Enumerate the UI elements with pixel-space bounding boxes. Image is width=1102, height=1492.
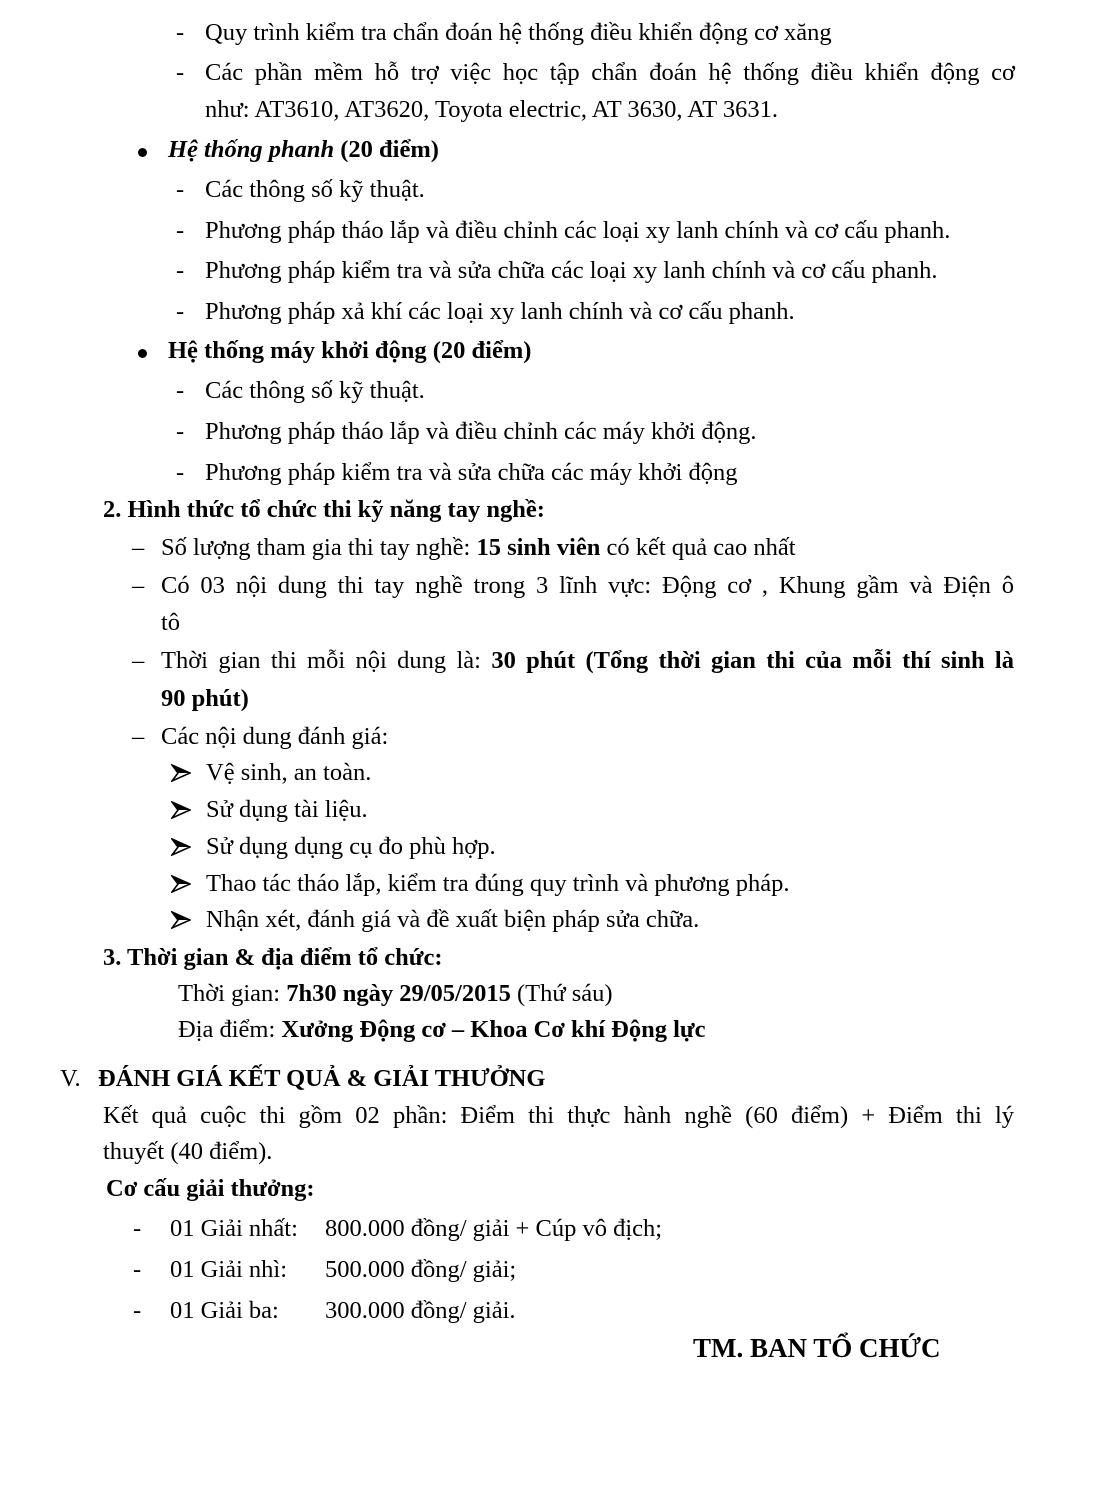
participants-suffix: có kết quả cao nhất <box>600 534 796 561</box>
brake-item: Phương pháp tháo lắp và điều chỉnh các loại xy lanh chính và cơ cấu phanh. <box>205 217 951 244</box>
participants-count: 15 sinh viên <box>476 534 601 561</box>
starter-item: Phương pháp tháo lắp và điều chỉnh các máy khởi động. <box>205 418 757 445</box>
duration-value: 30 phút (Tổng thời gian thi của mỗi thí sinh là <box>491 647 1014 674</box>
brake-item: Phương pháp xả khí các loại xy lanh chính và cơ cấu phanh. <box>205 298 795 325</box>
engine-item: Quy trình kiểm tra chẩn đoán hệ thống điều khiển động cơ xăng <box>205 19 832 46</box>
brake-points: (20 điểm) <box>340 136 439 163</box>
content-line: Có 03 nội dung thi tay nghề trong 3 lĩnh vực: Động cơ , Khung gầm và Điện ô <box>161 572 1014 599</box>
arrow-bullet-icon <box>171 875 191 893</box>
list-dash: – <box>132 534 145 561</box>
participants-line <box>161 533 796 563</box>
prize-amount: 800.000 đồng/ giải + Cúp vô địch; <box>325 1215 663 1242</box>
section-v-heading: ĐÁNH GIÁ KẾT QUẢ & GIẢI THƯỞNG <box>98 1065 546 1092</box>
list-hyphen: - <box>176 418 185 445</box>
brake-heading <box>168 135 439 165</box>
event-place <box>178 1015 705 1045</box>
arrow-bullet-icon <box>171 838 191 856</box>
brake-item: Phương pháp kiểm tra và sửa chữa các loại xy lanh chính và cơ cấu phanh. <box>205 257 938 284</box>
prize-amount: 300.000 đồng/ giải. <box>325 1297 516 1324</box>
prize-name: 01 Giải nhì: <box>170 1256 288 1283</box>
list-dash: – <box>132 572 145 599</box>
duration-prefix: Thời gian thi mỗi nội dung là: <box>161 647 492 674</box>
list-hyphen: - <box>176 377 185 404</box>
list-hyphen: - <box>176 298 185 325</box>
engine-item-continued: như: AT3610, AT3620, Toyota electric, AT 3630, AT 3631. <box>205 96 779 123</box>
list-hyphen: - <box>176 176 185 203</box>
engine-item: Các phần mềm hỗ trợ việc học tập chẩn đoán hệ thống điều khiển động cơ <box>205 59 1015 86</box>
duration-line <box>161 646 1014 676</box>
criteria-item: Vệ sinh, an toàn. <box>206 759 372 786</box>
section-v-numeral: V. <box>60 1065 81 1092</box>
prize-amount: 500.000 đồng/ giải; <box>325 1256 517 1283</box>
starter-item: Phương pháp kiểm tra và sửa chữa các máy khởi động <box>205 459 738 486</box>
participants-prefix: Số lượng tham gia thi tay nghề: <box>161 534 477 561</box>
list-hyphen: - <box>133 1297 142 1324</box>
starter-heading: Hệ thống máy khởi động (20 điểm) <box>168 337 532 364</box>
time-value: 7h30 ngày 29/05/2015 <box>286 980 511 1007</box>
criteria-item: Nhận xét, đánh giá và đề xuất biện pháp sửa chữa. <box>206 906 700 933</box>
section-3-heading: 3. Thời gian & địa điểm tổ chức: <box>103 944 443 971</box>
time-label: Thời gian: <box>178 980 287 1007</box>
prize-name: 01 Giải ba: <box>170 1297 279 1324</box>
list-dash: – <box>132 647 145 674</box>
brake-item: Các thông số kỹ thuật. <box>205 176 425 203</box>
arrow-bullet-icon <box>171 764 191 782</box>
criteria-item: Thao tác tháo lắp, kiểm tra đúng quy trình và phương pháp. <box>206 870 790 897</box>
section-2-heading: 2. Hình thức tổ chức thi kỹ năng tay nghề: <box>103 496 545 523</box>
list-hyphen: - <box>133 1215 142 1242</box>
place-label: Địa điểm: <box>178 1016 282 1043</box>
result-description-continued: thuyết (40 điểm). <box>103 1138 273 1165</box>
arrow-bullet-icon <box>171 911 191 929</box>
arrow-bullet-icon <box>171 801 191 819</box>
list-hyphen: - <box>176 59 185 86</box>
signature-title: TM. BAN TỔ CHỨC <box>693 1333 941 1363</box>
list-hyphen: - <box>176 217 185 244</box>
criteria-label: Các nội dung đánh giá: <box>161 723 389 750</box>
prize-heading: Cơ cấu giải thưởng: <box>106 1175 315 1202</box>
place-value: Xưởng Động cơ – Khoa Cơ khí Động lực <box>281 1016 706 1043</box>
bullet-icon <box>138 136 147 166</box>
brake-title: Hệ thống phanh <box>168 136 335 163</box>
bullet-icon <box>138 337 147 367</box>
prize-name: 01 Giải nhất: <box>170 1215 298 1242</box>
result-description: Kết quả cuộc thi gồm 02 phần: Điểm thi thực hành nghề (60 điểm) + Điểm thi lý <box>103 1102 1014 1129</box>
event-time <box>178 979 613 1009</box>
criteria-item: Sử dụng tài liệu. <box>206 796 368 823</box>
content-line-continued: tô <box>161 609 181 636</box>
list-hyphen: - <box>176 257 185 284</box>
list-hyphen: - <box>176 459 185 486</box>
list-dash: – <box>132 723 145 750</box>
duration-line-continued: 90 phút) <box>161 685 249 712</box>
list-hyphen: - <box>176 19 185 46</box>
starter-item: Các thông số kỹ thuật. <box>205 377 425 404</box>
time-weekday: (Thứ sáu) <box>510 980 613 1007</box>
criteria-item: Sử dụng dụng cụ đo phù hợp. <box>206 833 496 860</box>
list-hyphen: - <box>133 1256 142 1283</box>
